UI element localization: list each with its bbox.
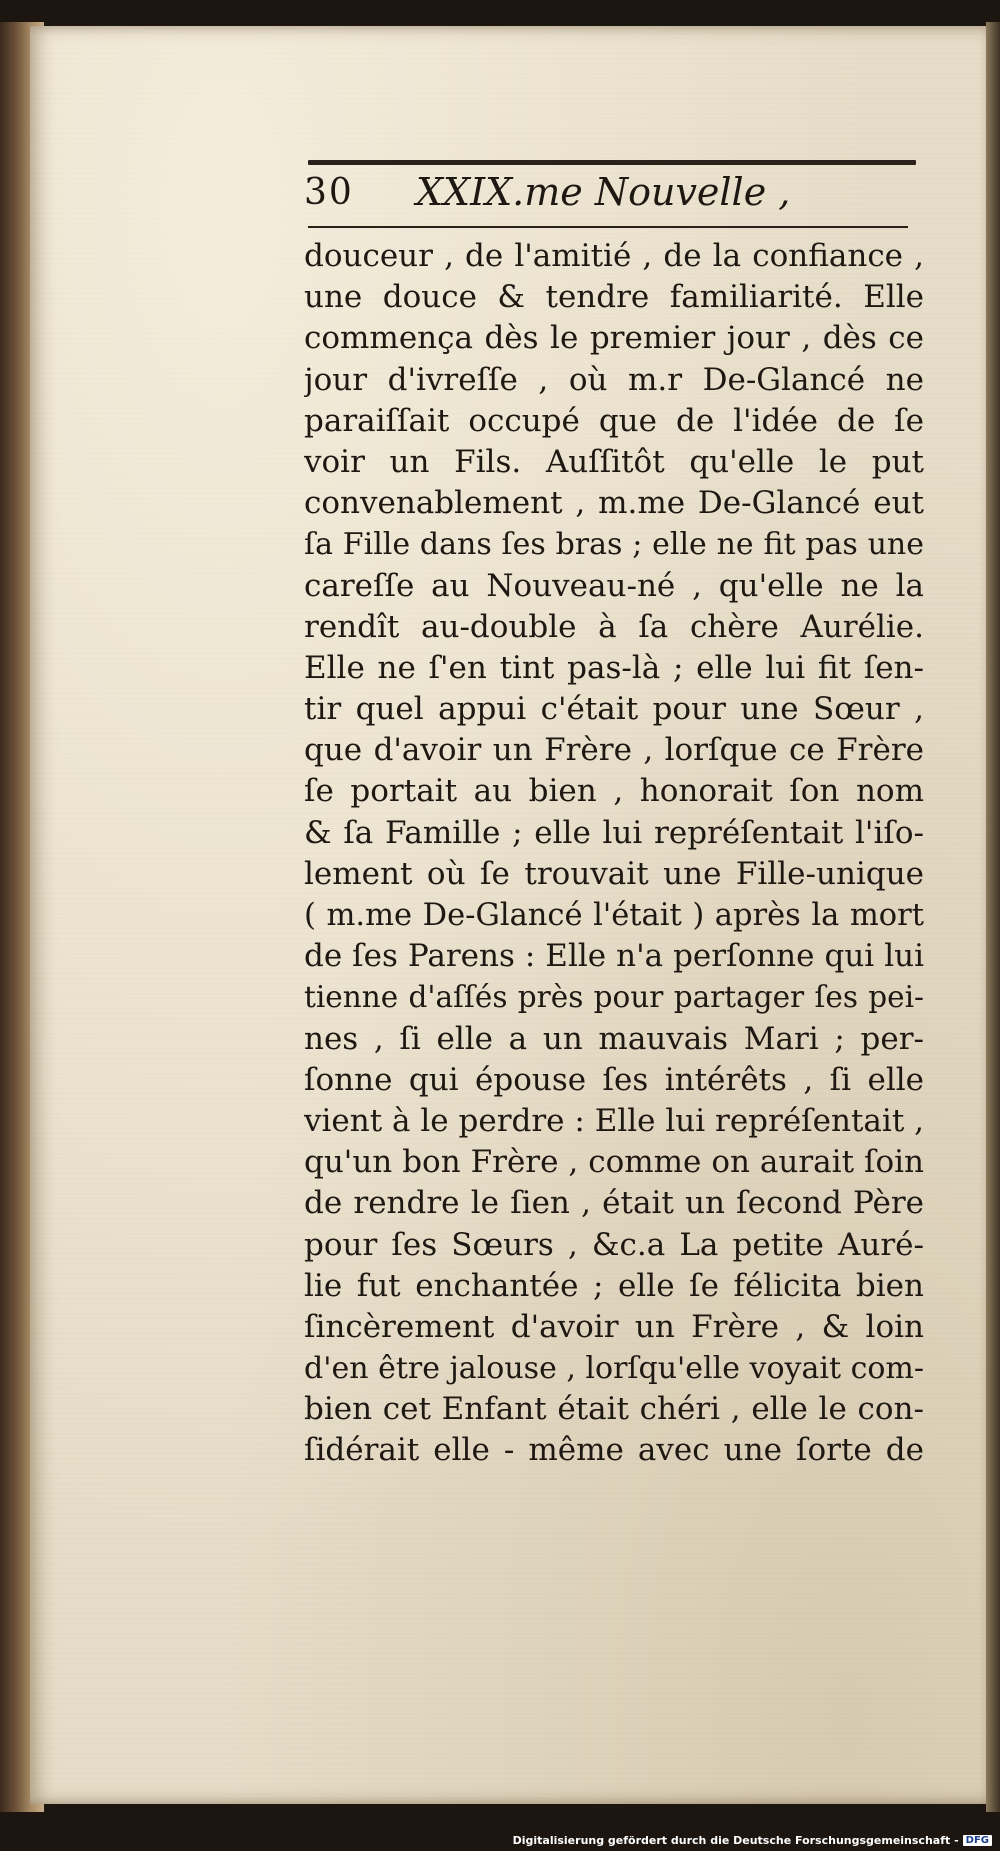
text-line: ſidérait elle - même avec une ſorte de [304,1432,924,1469]
text-line: careſſe au Nouveau-né , qu'elle ne la [304,567,924,604]
text-line: tienne d'aſſés près pour partager ſes pei- [304,980,924,1015]
text-line: qu'un bon Frère , comme on aurait ſoin [304,1144,924,1181]
text-line: une douce & tendre familiarité. Elle [304,279,924,316]
credit-text: Digitalisierung gefördert durch die Deutsche Forschungsgemeinschaft - [512,1834,959,1847]
body-text [304,236,924,1472]
text-line: ſonne qui épouse ſes intérêts , ſi elle [304,1061,924,1098]
text-line: convenablement , m.me De-Glancé eut [304,485,924,522]
text-line: d'en être jalouse , lorſqu'elle voyait com- [304,1351,924,1387]
text-line: douceur , de l'amitié , de la confiance , [304,238,924,274]
header-rule-bottom [308,226,908,228]
text-line: rendît au-double à ſa chère Aurélie. [304,608,924,645]
text-line: jour d'ivreſſe , où m.r De-Glancé ne [304,361,924,398]
text-line: lie fut enchantée ; elle ſe félicita bien [304,1267,924,1304]
text-line: ( m.me De-Glancé l'était ) après la mort [304,898,924,933]
text-line: ſa Fille dans ſes bras ; elle ne fit pas une [304,527,924,563]
dfg-logo: DFG [963,1835,992,1846]
text-line: commença dès le premier jour , dès ce [304,320,924,357]
text-line: lement où ſe trouvait une Fille-unique [304,855,924,892]
text-line: & ſa Famille ; elle lui repréſentait l'iſo- [304,814,924,851]
text-line: ſincèrement d'avoir un Frère , & loin [304,1308,924,1345]
text-line: ſe portait au bien , honorait ſon nom [304,773,924,810]
text-line: que d'avoir un Frère , lorſque ce Frère [304,732,924,769]
text-line: voir un Fils. Auſſitôt qu'elle le put [304,443,924,480]
header-rule-top [308,160,916,165]
text-line: de ſes Parens : Elle n'a perſonne qui lui [304,938,924,975]
page-number: 30 [304,172,354,213]
text-line: paraiſſait occupé que de l'idée de ſe [304,402,924,439]
text-line: de rendre le ſien , était un ſecond Père [304,1185,924,1222]
running-title: XXIX.me Nouvelle , [416,170,791,214]
text-line: pour ſes Sœurs , &c.a La petite Auré- [304,1226,924,1263]
text-line: vient à le perdre : Elle lui repréſentait , [304,1102,924,1139]
running-head [304,170,914,226]
text-line: nes , ſi elle a un mauvais Mari ; per- [304,1020,924,1057]
text-line: bien cet Enfant était chéri , elle le con- [304,1391,924,1428]
text-line: Elle ne ſ'en tint pas-là ; elle lui fit ſen- [304,649,924,686]
text-line: tir quel appui c'était pour une Sœur , [304,691,924,728]
digitization-credit [513,1834,992,1847]
page-right-edge [986,22,1000,1812]
